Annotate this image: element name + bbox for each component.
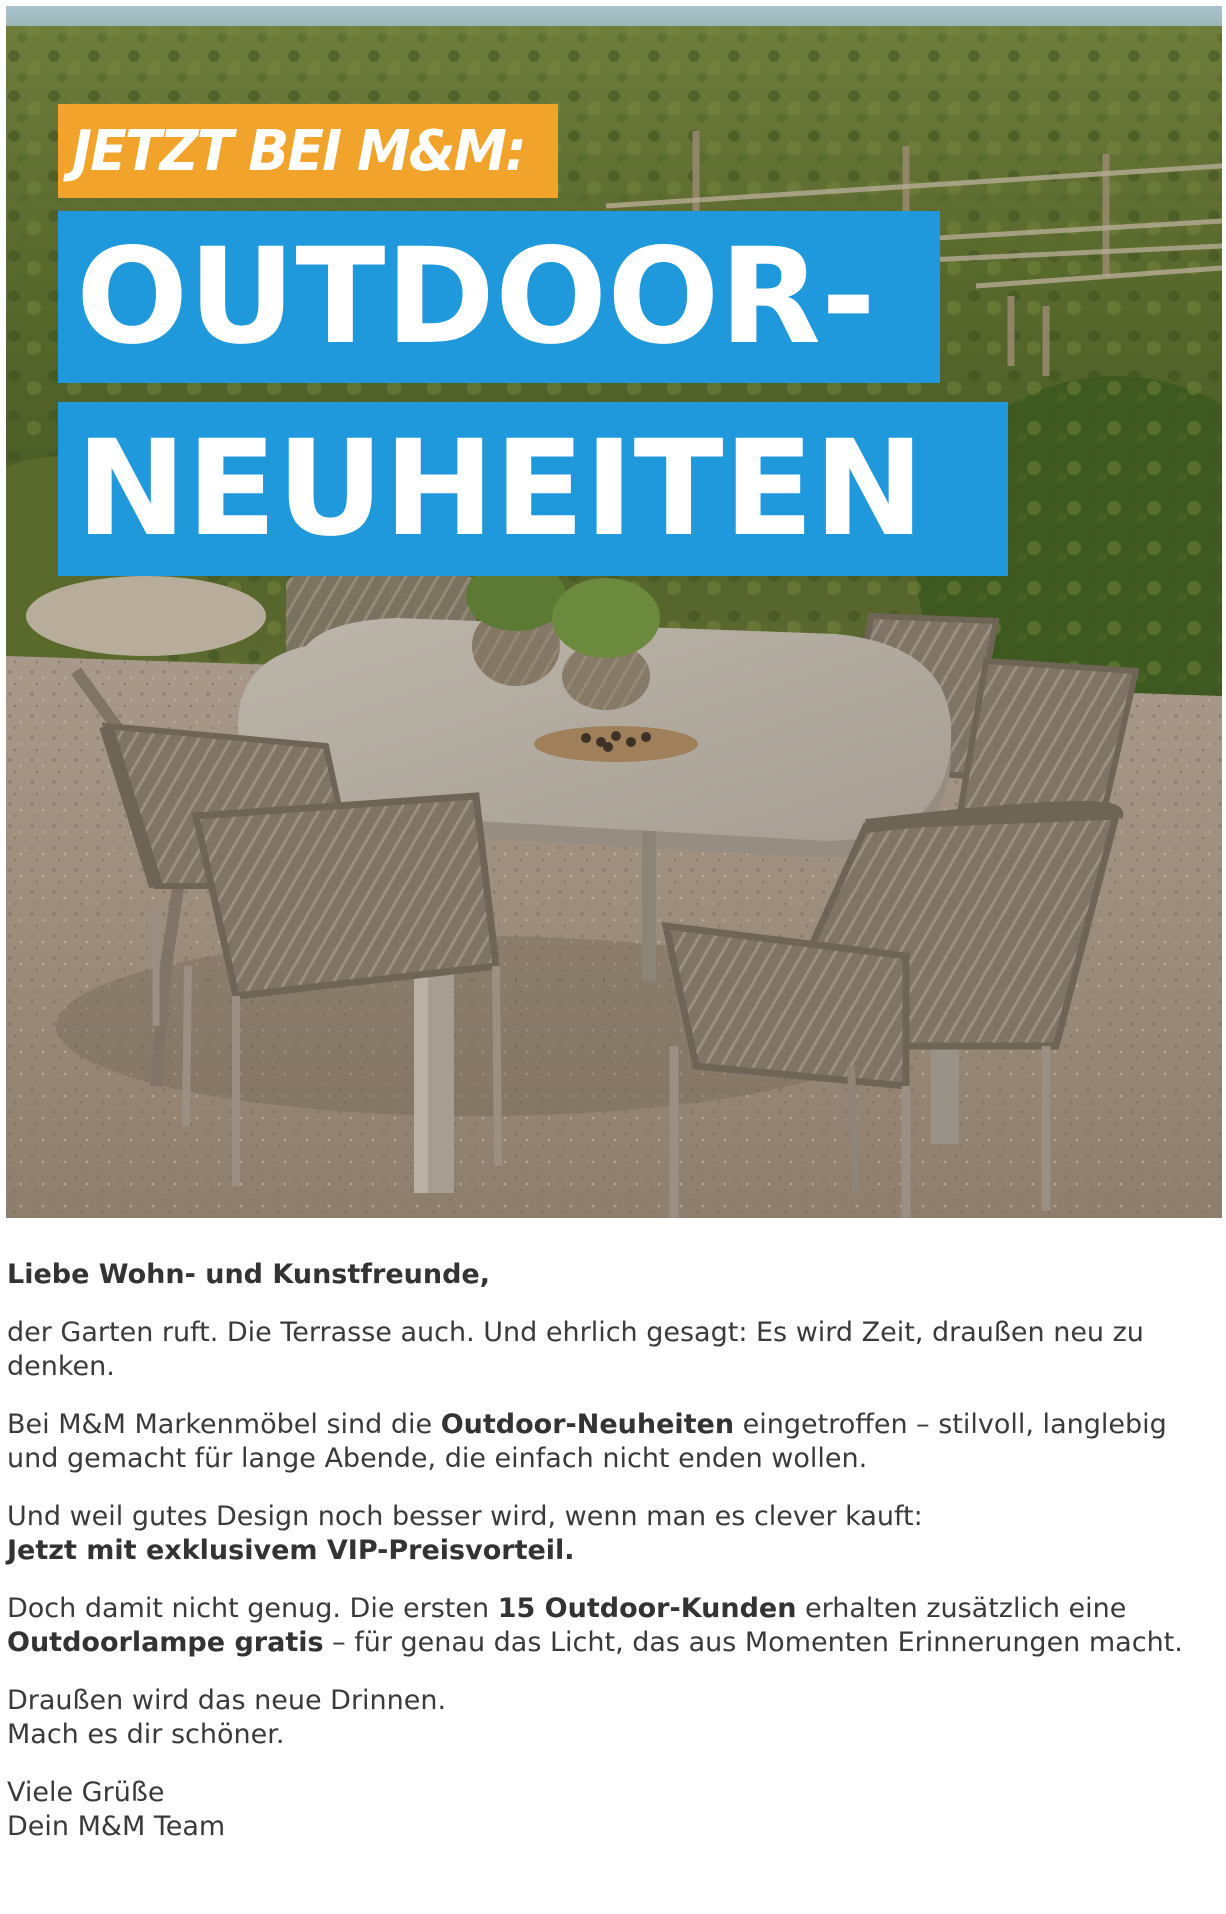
paragraph-vip-highlight: Jetzt mit exklusivem VIP-Preisvorteil. bbox=[7, 1535, 575, 1566]
paragraph-slogan-line1: Draußen wird das neue Drinnen. bbox=[7, 1685, 447, 1716]
paragraph-offer-pre: Doch damit nicht genug. Die ersten bbox=[7, 1593, 498, 1624]
paragraph-slogan bbox=[7, 1684, 1207, 1752]
hero-headline-line2-badge bbox=[58, 402, 1008, 576]
paragraph-offer-highlight2: Outdoorlampe gratis bbox=[7, 1627, 324, 1658]
hero-tagline: JETZT BEI M&M: bbox=[72, 118, 525, 184]
email-body bbox=[7, 1258, 1207, 1868]
paragraph-offer-post: – für genau das Licht, das aus Momenten Erinnerungen macht. bbox=[323, 1627, 1183, 1658]
paragraph-news bbox=[7, 1408, 1207, 1476]
hero-headline-line2: NEUHEITEN bbox=[76, 412, 925, 566]
greeting-text: Liebe Wohn- und Kunstfreunde, bbox=[7, 1259, 490, 1290]
paragraph-vip-line1: Und weil gutes Design noch besser wird, wenn man es clever kauft: bbox=[7, 1501, 923, 1532]
paragraph-intro bbox=[7, 1316, 1207, 1384]
paragraph-offer-mid: erhalten zusätzlich eine bbox=[796, 1593, 1127, 1624]
paragraph-news-pre: Bei M&M Markenmöbel sind die bbox=[7, 1409, 441, 1440]
paragraph-vip bbox=[7, 1500, 1207, 1568]
closing-line1: Viele Grüße bbox=[7, 1777, 165, 1808]
paragraph-news-highlight: Outdoor-Neuheiten bbox=[440, 1409, 735, 1440]
paragraph-news-post: eingetroffen – stilvoll, langlebig und gemacht für lange Abende, die einfach nicht enden wollen. bbox=[7, 1409, 1167, 1474]
hero-headline-line1: OUTDOOR- bbox=[76, 220, 876, 374]
paragraph-intro-text: der Garten ruft. Die Terrasse auch. Und ehrlich gesagt: Es wird Zeit, draußen neu zu denken. bbox=[7, 1317, 1144, 1382]
hero-headline-line1-badge bbox=[58, 211, 940, 383]
closing-signature: Dein M&M Team bbox=[7, 1811, 226, 1842]
greeting bbox=[7, 1258, 1207, 1292]
paragraph-offer-highlight1: 15 Outdoor-Kunden bbox=[497, 1593, 797, 1624]
paragraph-slogan-line2: Mach es dir schöner. bbox=[7, 1719, 285, 1750]
hero-banner[interactable] bbox=[6, 6, 1222, 1218]
paragraph-offer bbox=[7, 1592, 1207, 1660]
closing bbox=[7, 1776, 1207, 1844]
hero-tagline-badge bbox=[58, 104, 558, 198]
